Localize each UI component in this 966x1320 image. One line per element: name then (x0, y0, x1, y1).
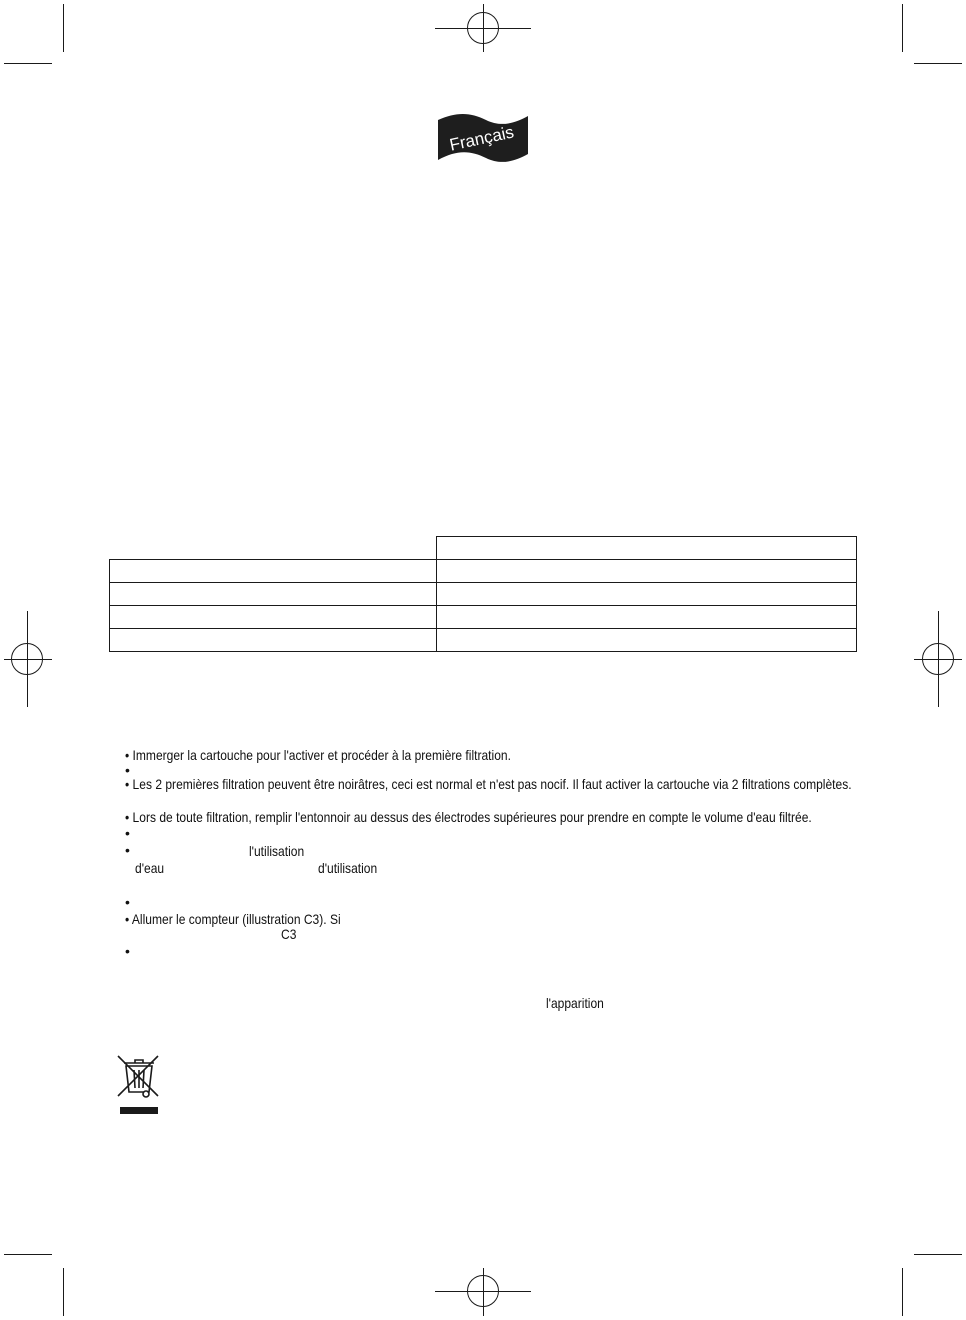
text-fragment: l'apparition (546, 995, 604, 1011)
crop-mark-bl-h (4, 1254, 52, 1255)
text-fragment: d'utilisation (318, 860, 378, 876)
table-cell (437, 583, 857, 606)
language-flag (436, 110, 530, 166)
text-fragment: l'utilisation (249, 843, 305, 859)
crop-mark-br-v (902, 1268, 903, 1316)
table-row (110, 537, 857, 560)
instruction-bullet-9: • (125, 943, 130, 959)
table-cell (110, 606, 437, 629)
instruction-bullet-7: • (125, 894, 130, 910)
crop-mark-tl-h (4, 63, 52, 64)
instruction-bullet-5: • (125, 825, 130, 841)
table-cell (110, 629, 437, 652)
table-row (110, 583, 857, 606)
crop-mark-bl-v (63, 1268, 64, 1316)
crop-mark-br-h (914, 1254, 962, 1255)
text-fragment: d'eau (135, 860, 165, 876)
table-cell (437, 629, 857, 652)
text-fragment: C3 (281, 926, 297, 942)
table-cell (110, 537, 437, 560)
table-cell (110, 560, 437, 583)
instruction-bullet-1: • Immerger la cartouche pour l'activer et procéder à la première filtration. (125, 747, 511, 763)
language-flag-label: Français (447, 122, 516, 155)
crossed-out-wheelie-bin-icon (114, 1052, 164, 1118)
table-cell (437, 606, 857, 629)
specification-table (109, 536, 857, 652)
table-row (110, 629, 857, 652)
instruction-bullet-2: • (125, 762, 130, 778)
crop-mark-tr-v (902, 4, 903, 52)
crop-mark-tl-v (63, 4, 64, 52)
instruction-bullet-4: • Lors de toute filtration, remplir l'entonnoir au dessus des électrodes supérieures pour prendre en compte le volume d'eau filtrée. (125, 809, 812, 825)
instruction-bullet-6: • (125, 842, 130, 858)
table-cell (110, 583, 437, 606)
table-cell (437, 560, 857, 583)
table-cell (437, 537, 857, 560)
crop-mark-tr-h (914, 63, 962, 64)
table-row (110, 606, 857, 629)
table-row (110, 560, 857, 583)
instruction-bullet-8: • Allumer le compteur (illustration C3). Si (125, 911, 341, 927)
instruction-bullet-3: • Les 2 premières filtration peuvent être noirâtres, ceci est normal et n'est pas nocif. Il faut activer la cartouche via 2 filtrations complètes. (125, 776, 852, 792)
